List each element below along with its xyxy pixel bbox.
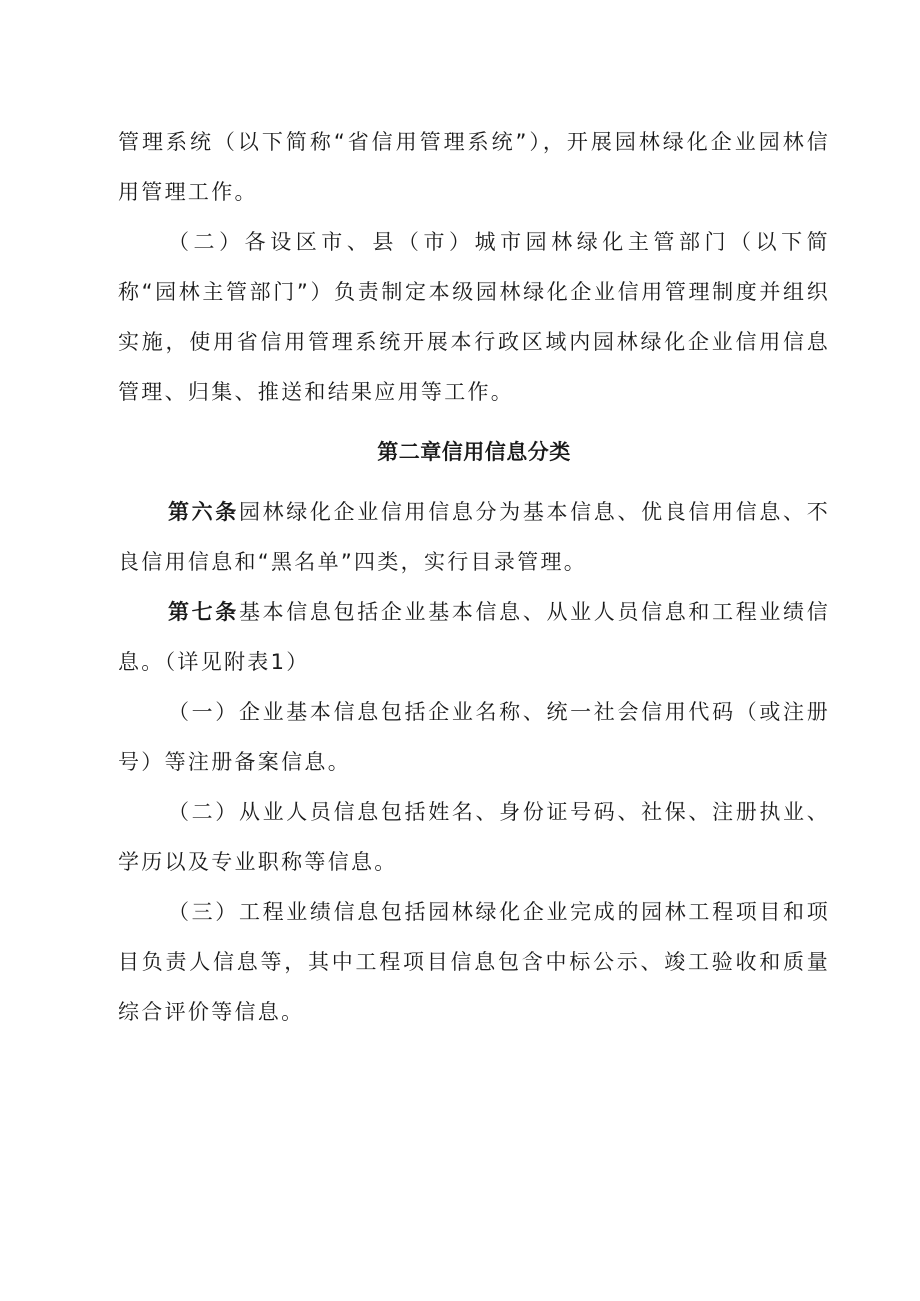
document-body	[118, 117, 830, 1037]
chapter-heading: 第二章信用信息分类	[377, 440, 571, 464]
paragraph-continuation: 管理系统（以下简称“省信用管理系统”），开展园林绿化企业园林信用管理工作。	[118, 130, 830, 204]
article-7-number: 第七条	[168, 600, 239, 624]
article-6-number: 第六条	[168, 500, 239, 524]
article-7-item-2: （二）从业人员信息包括姓名、身份证号码、社保、注册执业、学历以及专业职称等信息。	[118, 800, 830, 874]
article-6-text: 园林绿化企业信用信息分为基本信息、优良信用信息、不良信用信息和“黑名单”四类，实行目录管理。	[118, 500, 830, 574]
article-7-item-3: （三）工程业绩信息包括园林绿化企业完成的园林工程项目和项目负责人信息等，其中工程项目信息包含中标公示、竣工验收和质量综合评价等信息。	[118, 900, 830, 1024]
article-7-text: 基本信息包括企业基本信息、从业人员信息和工程业绩信息。（详见附表1）	[118, 600, 830, 674]
article-7	[118, 587, 830, 687]
article-6	[118, 487, 830, 587]
article-7-item-1: （一）企业基本信息包括企业名称、统一社会信用代码（或注册号）等注册备案信息。	[118, 700, 830, 774]
paragraph-item-2: （二）各设区市、县（市）城市园林绿化主管部门（以下简称“园林主管部门”）负责制定本级园林绿化企业信用管理制度并组织实施，使用省信用管理系统开展本行政区域内园林绿化企业信用信息管理、归集、推送和结果应用等工作。	[118, 230, 830, 404]
